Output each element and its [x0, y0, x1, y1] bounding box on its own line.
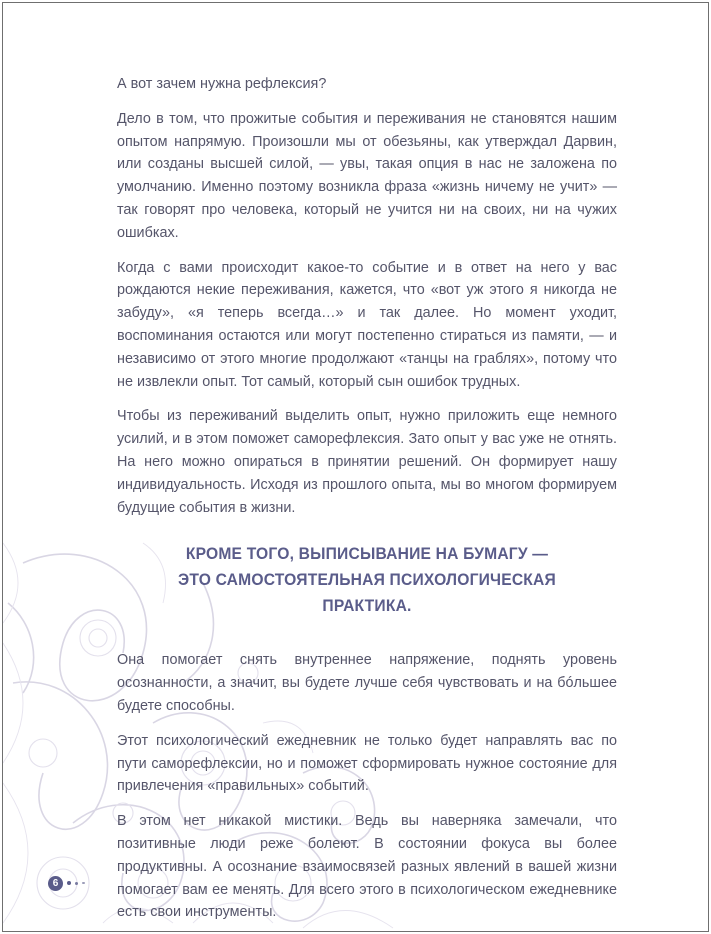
- paragraph-tension: Она помогает снять внутреннее напряжение, поднять уровень осознанности, а значит, вы будете лучше себя чувствовать и на бóльшее будете способны.: [117, 652, 617, 714]
- page-number: 6: [48, 876, 63, 891]
- section-heading: [137, 541, 597, 619]
- text-column: [117, 73, 617, 924]
- heading-line-1: КРОМЕ ТОГО, ВЫПИСЫВАНИЕ НА БУМАГУ —: [185, 544, 549, 564]
- paragraph-diary: Этот психологический ежедневник не только будет направлять вас по пути саморефлексии, но и поможет сформировать нужное состояние для привлечения «правильных» событий.: [117, 732, 617, 795]
- dot-decoration: [82, 882, 85, 885]
- page-number-marker: [48, 876, 85, 890]
- paragraph-experience: Дело в том, что прожитые события и переживания не становятся нашим опытом напрямую. Произошли мы от обезьяны, как утверждал Дарвин, или созданы высшей силой, — увы, такая опция в нас не заложена по умолчанию. Именно поэтому возникла фраза «жизнь ничему не учит» — так говорят про человека, который не учится ни на своих, ни на чужих ошибках.: [117, 110, 617, 241]
- paragraph-event: Когда с вами происходит какое-то событие и в ответ на него у вас рождаются некие переживания, кажется, что «вот уж этого я никогда не забуду», «я теперь всегда…» и так далее. Но момент уходит, воспоминания остаются или могут постепенно стираться из памяти, — и независимо от этого многие продолжают «танцы на граблях», потому что не извлекли опыт. Тот самый, который сын ошибок трудных.: [117, 259, 617, 390]
- paragraph-self-reflection: Чтобы из переживаний выделить опыт, нужно приложить еще немного усилий, и в этом поможет саморефлексия. Зато опыт у вас уже не отнять. На него можно опираться в принятии решений. Он формирует нашу индивидуальность. Исходя из прошлого опыта, мы во многом формируем будущие события в жизни.: [117, 408, 617, 516]
- paragraph-mysticism: В этом нет никакой мистики. Ведь вы наверняка замечали, что позитивные люди реже болеют. В состоянии фокуса вы более продуктивны. А осознание взаимосвязей разных явлений в вашей жизни помогает вам ее менять. Для всего этого в психологическом ежедневнике есть свои инструменты.: [117, 813, 617, 921]
- heading-line-2: ЭТО САМОСТОЯТЕЛЬНАЯ ПСИХОЛОГИЧЕСКАЯ ПРАКТИКА.: [178, 570, 556, 616]
- book-page: [2, 2, 709, 932]
- dot-decoration: [75, 882, 78, 885]
- paragraph-question: А вот зачем нужна рефлексия?: [117, 76, 327, 92]
- dot-decoration: [67, 881, 71, 885]
